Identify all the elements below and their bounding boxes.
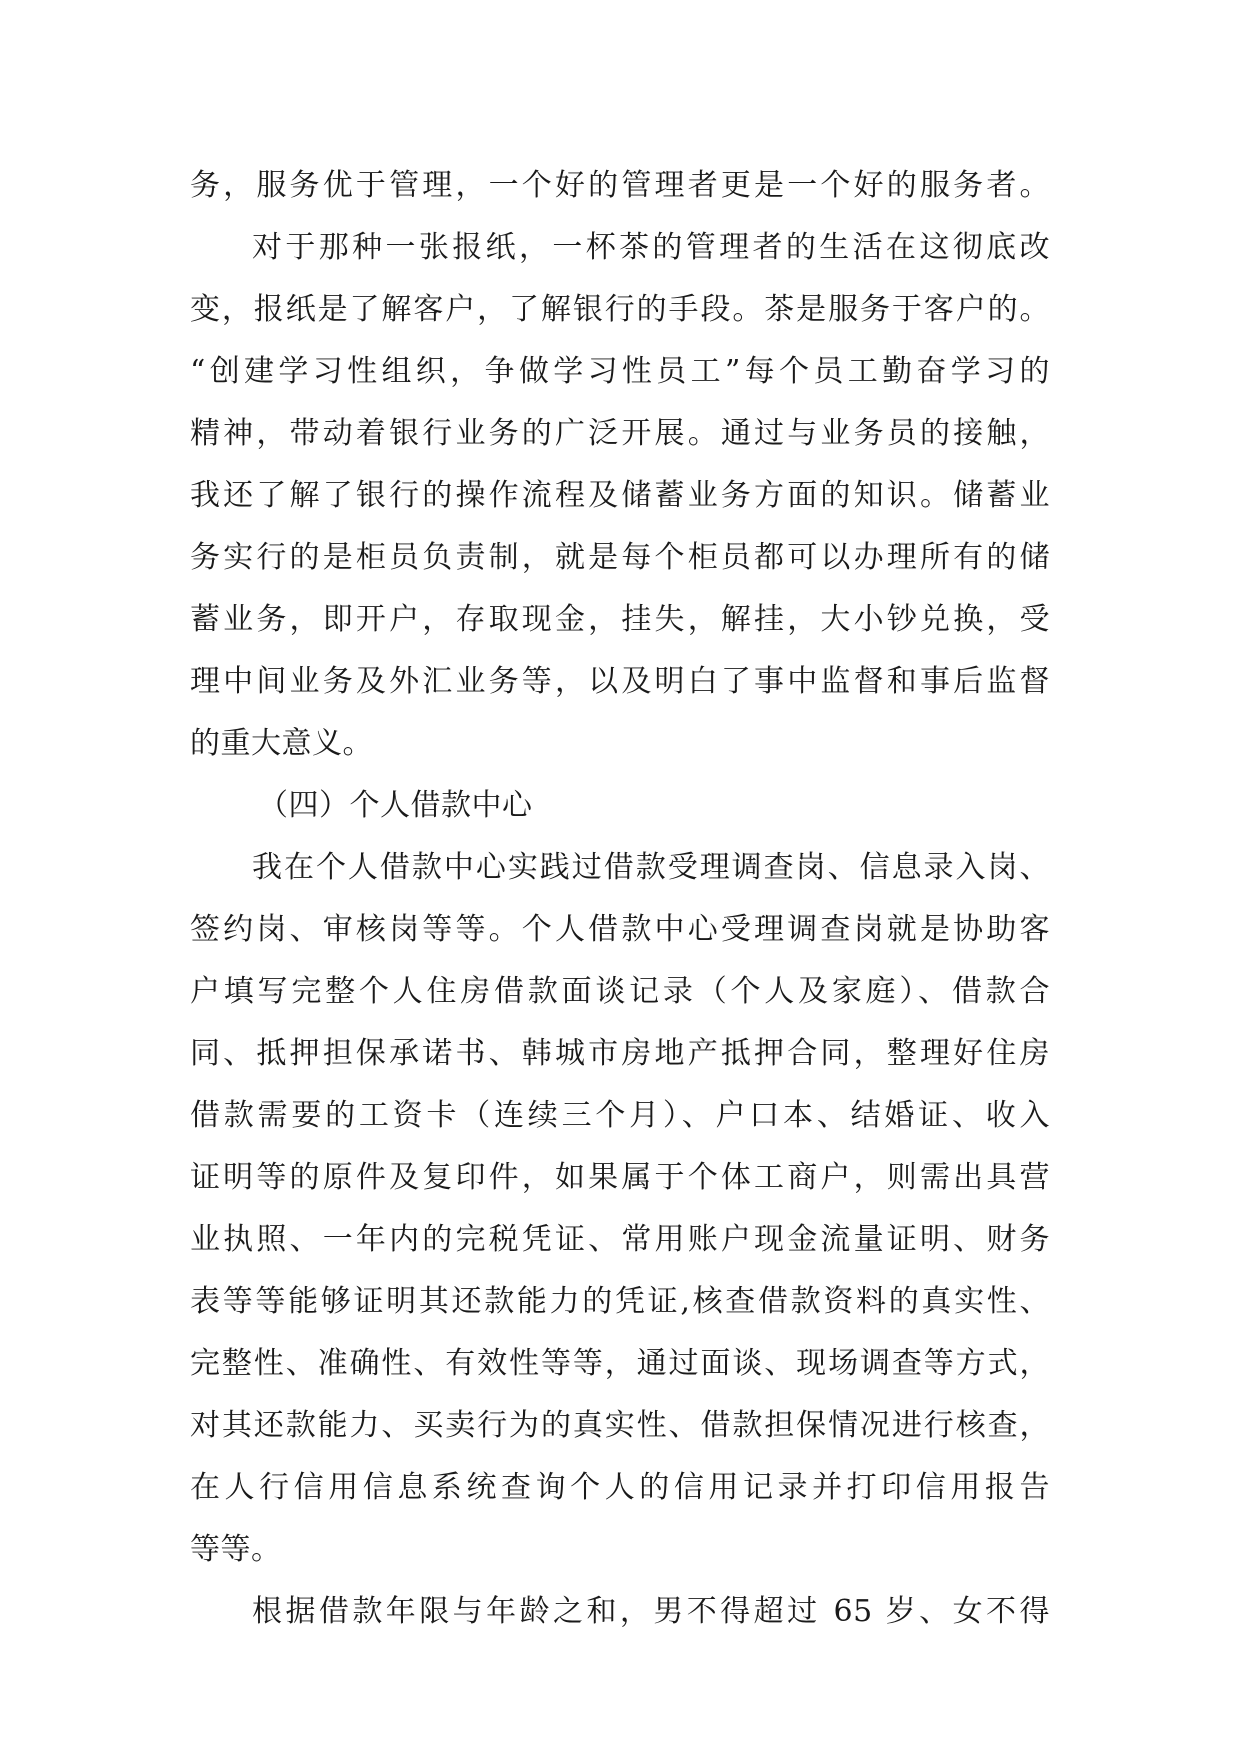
text-line: 证明等的原件及复印件，如果属于个体工商户，则需出具营 — [190, 1160, 1050, 1195]
text-line: 等等。 — [190, 1532, 282, 1567]
text-line: 业执照、一年内的完税凭证、常用账户现金流量证明、财务 — [190, 1222, 1050, 1257]
text-line: “创建学习性组织，争做学习性员工”每个员工勤奋学习的 — [190, 354, 1050, 389]
text-line: 我在个人借款中心实践过借款受理调查岗、信息录入岗、 — [252, 850, 1050, 885]
text-line: 根据借款年限与年龄之和，男不得超过 65 岁、女不得 — [252, 1594, 1050, 1629]
text-line: 变，报纸是了解客户，了解银行的手段。茶是服务于客户的。 — [190, 292, 1050, 327]
text-line: 签约岗、审核岗等等。个人借款中心受理调查岗就是协助客 — [190, 912, 1050, 947]
text-line: 对于那种一张报纸，一杯茶的管理者的生活在这彻底改 — [252, 230, 1050, 265]
text-line: 借款需要的工资卡（连续三个月）、户口本、结婚证、收入 — [190, 1098, 1050, 1133]
body-text — [190, 155, 1050, 1643]
text-line: 完整性、准确性、有效性等等，通过面谈、现场调查等方式， — [190, 1346, 1050, 1381]
section-heading: （四）个人借款中心 — [258, 788, 533, 823]
text-line: 的重大意义。 — [190, 726, 373, 761]
text-line: 蓄业务，即开户，存取现金，挂失，解挂，大小钞兑换，受 — [190, 602, 1050, 637]
text-line: 户填写完整个人住房借款面谈记录（个人及家庭）、借款合 — [190, 974, 1050, 1009]
text-line: 务，服务优于管理，一个好的管理者更是一个好的服务者。 — [190, 168, 1050, 203]
text-line: 同、抵押担保承诺书、韩城市房地产抵押合同，整理好住房 — [190, 1036, 1050, 1071]
text-line: 务实行的是柜员负责制，就是每个柜员都可以办理所有的储 — [190, 540, 1050, 575]
text-line: 理中间业务及外汇业务等，以及明白了事中监督和事后监督 — [190, 664, 1050, 699]
text-line: 在人行信用信息系统查询个人的信用记录并打印信用报告 — [190, 1470, 1050, 1505]
text-line: 表等等能够证明其还款能力的凭证,核查借款资料的真实性、 — [190, 1284, 1050, 1319]
text-line: 对其还款能力、买卖行为的真实性、借款担保情况进行核查， — [190, 1408, 1050, 1443]
text-line: 精神，带动着银行业务的广泛开展。通过与业务员的接触， — [190, 416, 1050, 451]
text-line: 我还了解了银行的操作流程及储蓄业务方面的知识。储蓄业 — [190, 478, 1050, 513]
